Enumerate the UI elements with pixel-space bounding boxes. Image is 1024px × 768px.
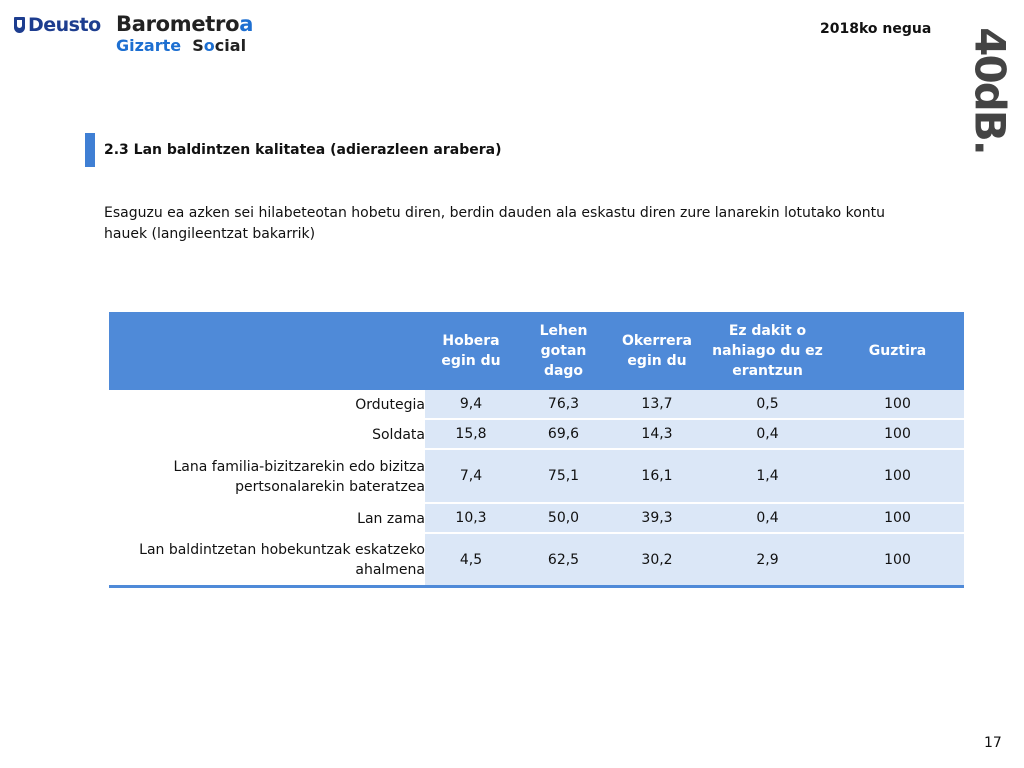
cell-hobera: 4,5 — [425, 534, 517, 588]
row-label: Ordutegia — [109, 390, 425, 420]
cell-okerrera: 14,3 — [610, 420, 704, 450]
cell-guztira: 100 — [831, 534, 964, 588]
cell-hobera: 7,4 — [425, 450, 517, 504]
cell-guztira: 100 — [831, 504, 964, 534]
brand-40db-logo — [965, 26, 1015, 154]
header-guztira: Guztira — [831, 312, 964, 390]
barometroa-logo-main: Barometro — [116, 12, 240, 36]
social-logo-rest: cial — [214, 36, 247, 55]
deusto-logo — [14, 14, 101, 36]
cell-lehen-gotan: 75,1 — [517, 450, 610, 504]
row-label: Lan zama — [109, 504, 425, 534]
deusto-shield-icon — [14, 17, 25, 33]
table-row — [109, 504, 964, 534]
cell-okerrera: 16,1 — [610, 450, 704, 504]
table-header-row — [109, 312, 964, 390]
barometroa-logo-accent: a — [239, 12, 254, 36]
section-accent-bar — [85, 133, 95, 167]
brand-40db-text: 40dB. — [965, 26, 1015, 154]
header-empty-cell — [109, 312, 425, 390]
cell-hobera: 15,8 — [425, 420, 517, 450]
barometroa-logo — [116, 12, 253, 36]
deusto-logo-text: Deusto — [28, 14, 101, 36]
cell-ez-dakit: 0,4 — [704, 420, 831, 450]
gizarte-social-logo — [116, 36, 246, 55]
cell-guztira: 100 — [831, 450, 964, 504]
cell-ez-dakit: 0,5 — [704, 390, 831, 420]
cell-guztira: 100 — [831, 420, 964, 450]
survey-question: Esaguzu ea azken sei hilabeteotan hobetu diren, berdin dauden ala eskastu diren zure lanarekin lotutako kontu hauek (langileentzat bakarrik) — [104, 205, 886, 242]
cell-ez-dakit: 0,4 — [704, 504, 831, 534]
cell-lehen-gotan: 69,6 — [517, 420, 610, 450]
table-row — [109, 390, 964, 420]
table-row — [109, 534, 964, 588]
gizarte-logo-text: Gizarte — [116, 36, 182, 55]
cell-okerrera: 30,2 — [610, 534, 704, 588]
cell-okerrera: 39,3 — [610, 504, 704, 534]
table-row — [109, 450, 964, 504]
cell-lehen-gotan: 62,5 — [517, 534, 610, 588]
cell-hobera: 9,4 — [425, 390, 517, 420]
table-row — [109, 420, 964, 450]
row-label: Soldata — [109, 420, 425, 450]
cell-lehen-gotan: 76,3 — [517, 390, 610, 420]
header-okerrera: Okerrera egin du — [610, 312, 704, 390]
cell-ez-dakit: 2,9 — [704, 534, 831, 588]
results-table — [109, 312, 964, 588]
row-label: Lan baldintzetan hobekuntzak eskatzeko ahalmena — [109, 534, 425, 588]
social-logo-s: S — [192, 36, 204, 55]
cell-okerrera: 13,7 — [610, 390, 704, 420]
header-lehen-gotan: Lehen gotan dago — [517, 312, 610, 390]
header-hobera: Hobera egin du — [425, 312, 517, 390]
social-logo-o: o — [203, 36, 215, 55]
cell-hobera: 10,3 — [425, 504, 517, 534]
cell-ez-dakit: 1,4 — [704, 450, 831, 504]
section-title: 2.3 Lan baldintzen kalitatea (adierazleen arabera) — [104, 142, 502, 158]
cell-guztira: 100 — [831, 390, 964, 420]
header-ez-dakit: Ez dakit o nahiago du ez erantzun — [704, 312, 831, 390]
page-number: 17 — [984, 735, 1002, 751]
season-label: 2018ko negua — [820, 21, 932, 37]
row-label: Lana familia-bizitzarekin edo bizitza pertsonalarekin bateratzea — [109, 450, 425, 504]
cell-lehen-gotan: 50,0 — [517, 504, 610, 534]
